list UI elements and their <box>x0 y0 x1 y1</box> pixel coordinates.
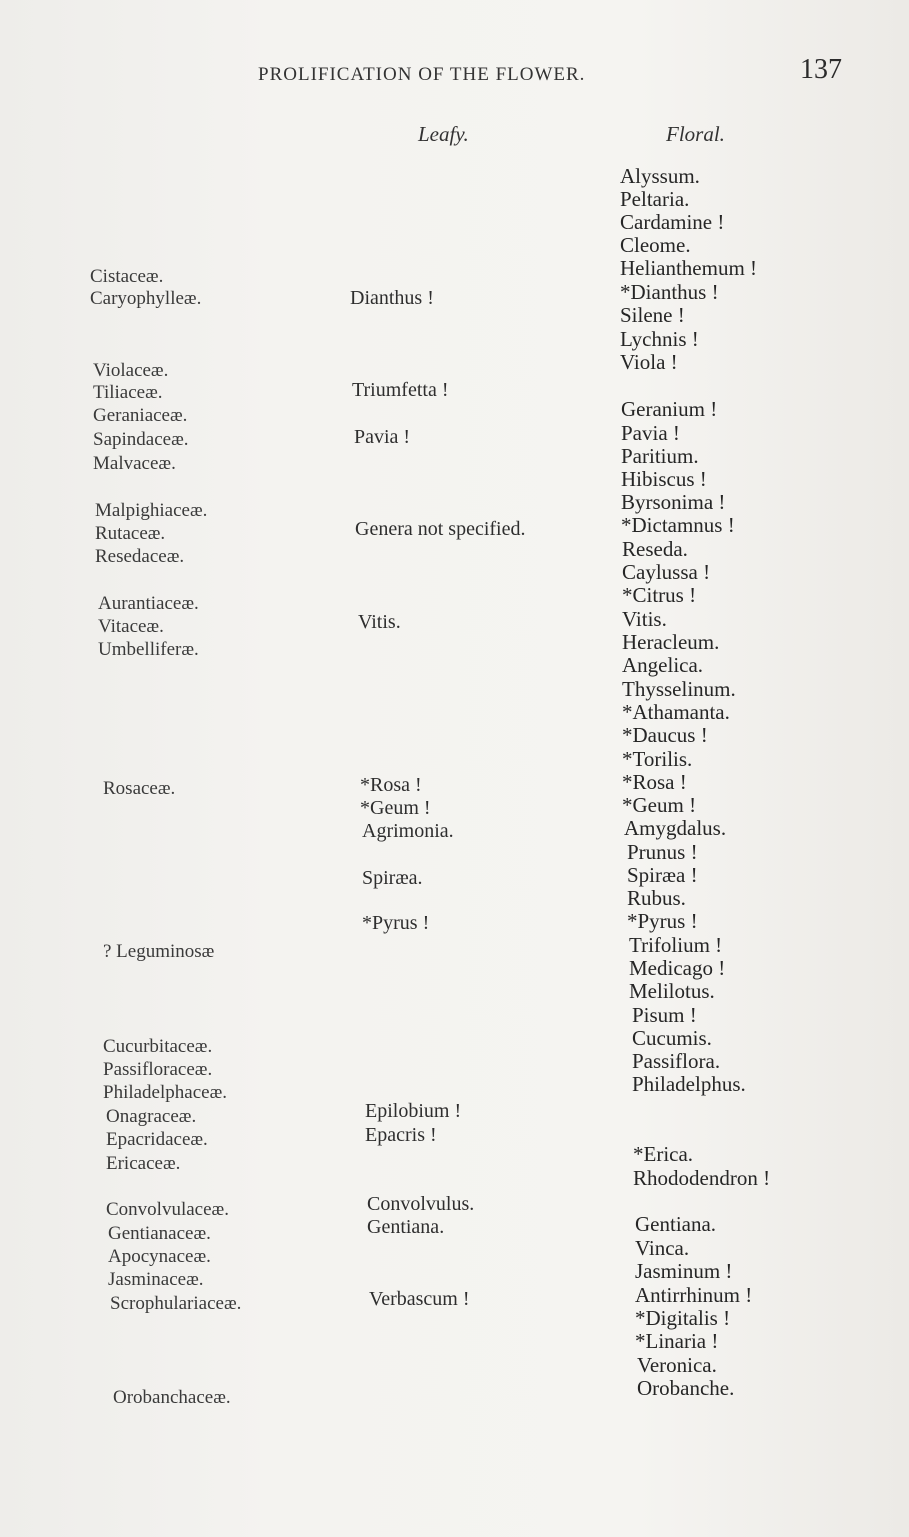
family-name: Rosaceæ. <box>103 778 176 799</box>
floral-genus: Pavia ! <box>621 421 680 445</box>
floral-genus: Gentiana. <box>635 1212 717 1236</box>
leafy-genus: Triumfetta ! <box>352 379 449 401</box>
leafy-genus: Dianthus ! <box>350 287 434 309</box>
floral-genus: Jasminum ! <box>635 1259 733 1283</box>
floral-genus: Philadelphus. <box>632 1072 746 1096</box>
floral-genus: *Erica. <box>633 1142 694 1166</box>
leafy-genus: Verbascum ! <box>369 1288 470 1310</box>
family-name: Philadelphaceæ. <box>103 1082 227 1103</box>
family-name: Apocynaceæ. <box>108 1246 211 1267</box>
floral-genus: Silene ! <box>620 303 685 327</box>
floral-genus: *Athamanta. <box>622 700 730 724</box>
floral-genus: *Digitalis ! <box>635 1306 731 1330</box>
floral-genus: Caylussa ! <box>622 560 711 584</box>
floral-genus: Antirrhinum ! <box>635 1283 753 1307</box>
family-name: Orobanchaceæ. <box>113 1387 231 1408</box>
floral-genus: Paritium. <box>621 444 699 468</box>
floral-genus: Heracleum. <box>622 630 720 654</box>
floral-genus: Vitis. <box>622 607 667 631</box>
floral-genus: Veronica. <box>637 1353 717 1377</box>
floral-genus: Peltaria. <box>620 187 690 211</box>
column-heading-leafy: Leafy. <box>418 122 469 146</box>
family-name: Jasminaceæ. <box>108 1269 204 1290</box>
floral-genus: *Geum ! <box>622 793 697 817</box>
family-name: Malpighiaceæ. <box>95 500 208 521</box>
floral-genus: Hibiscus ! <box>621 467 707 491</box>
family-name: Rutaceæ. <box>95 523 166 544</box>
leafy-genus: Genera not specified. <box>355 518 526 540</box>
floral-genus: Cleome. <box>620 233 691 257</box>
family-name: Geraniaceæ. <box>93 405 188 426</box>
floral-genus: Geranium ! <box>621 397 718 421</box>
leafy-genus: Agrimonia. <box>362 820 454 842</box>
family-name: ? Leguminosæ <box>103 941 215 962</box>
family-name: Onagraceæ. <box>106 1106 197 1127</box>
floral-genus: *Dianthus ! <box>620 280 719 304</box>
running-title: PROLIFICATION OF THE FLOWER. <box>258 64 586 85</box>
floral-genus: Alyssum. <box>620 164 700 188</box>
family-name: Convolvulaceæ. <box>106 1199 229 1220</box>
leafy-genus: Vitis. <box>358 611 401 633</box>
floral-genus: Melilotus. <box>629 979 715 1003</box>
floral-genus: Cardamine ! <box>620 210 725 234</box>
family-name: Sapindaceæ. <box>93 429 189 450</box>
family-name: Epacridaceæ. <box>106 1129 208 1150</box>
floral-genus: Spiræa ! <box>627 863 698 887</box>
floral-genus: Vinca. <box>635 1236 690 1260</box>
floral-genus: *Pyrus ! <box>627 909 698 933</box>
family-name: Violaceæ. <box>93 360 169 381</box>
family-name: Passifloraceæ. <box>103 1059 213 1080</box>
floral-genus: Reseda. <box>622 537 688 561</box>
floral-genus: Prunus ! <box>627 840 698 864</box>
floral-genus: *Dictamnus ! <box>621 513 735 537</box>
floral-genus: Rubus. <box>627 886 686 910</box>
leafy-genus: Epacris ! <box>365 1124 437 1146</box>
floral-genus: Byrsonima ! <box>621 490 726 514</box>
family-name: Tiliaceæ. <box>93 382 163 403</box>
leafy-genus: Gentiana. <box>367 1216 445 1238</box>
leafy-genus: *Pyrus ! <box>362 912 430 934</box>
floral-genus: Rhododendron ! <box>633 1166 771 1190</box>
floral-genus: Lychnis ! <box>620 327 699 351</box>
floral-genus: Pisum ! <box>632 1003 697 1027</box>
floral-genus: Angelica. <box>622 653 704 677</box>
floral-genus: *Citrus ! <box>622 583 697 607</box>
family-name: Umbelliferæ. <box>98 639 199 660</box>
family-name: Vitaceæ. <box>98 616 164 637</box>
leafy-genus: Spiræa. <box>362 867 423 889</box>
floral-genus: *Torilis. <box>622 747 693 771</box>
floral-genus: *Daucus ! <box>622 723 708 747</box>
leafy-genus: *Rosa ! <box>360 774 422 796</box>
family-name: Cucurbitaceæ. <box>103 1036 213 1057</box>
family-name: Ericaceæ. <box>106 1153 181 1174</box>
leafy-genus: Pavia ! <box>354 426 411 448</box>
floral-genus: Amygdalus. <box>624 816 727 840</box>
leafy-genus: Epilobium ! <box>365 1100 462 1122</box>
floral-genus: Passiflora. <box>632 1049 721 1073</box>
floral-genus: Helianthemum ! <box>620 256 758 280</box>
floral-genus: *Rosa ! <box>622 770 687 794</box>
family-name: Malvaceæ. <box>93 453 176 474</box>
family-name: Resedaceæ. <box>95 546 185 567</box>
family-name: Scrophulariaceæ. <box>110 1293 242 1314</box>
floral-genus: Cucumis. <box>632 1026 712 1050</box>
floral-genus: Medicago ! <box>629 956 726 980</box>
family-name: Aurantiaceæ. <box>98 593 199 614</box>
column-heading-floral: Floral. <box>666 122 725 146</box>
floral-genus: Orobanche. <box>637 1376 735 1400</box>
leafy-genus: *Geum ! <box>360 797 431 819</box>
floral-genus: *Linaria ! <box>635 1329 719 1353</box>
page-number: 137 <box>800 54 842 85</box>
floral-genus: Thysselinum. <box>622 677 736 701</box>
family-name: Caryophylleæ. <box>90 288 202 309</box>
floral-genus: Viola ! <box>620 350 678 374</box>
family-name: Gentianaceæ. <box>108 1223 211 1244</box>
leafy-genus: Convolvulus. <box>367 1193 475 1215</box>
floral-genus: Trifolium ! <box>629 933 723 957</box>
family-name: Cistaceæ. <box>90 266 164 287</box>
